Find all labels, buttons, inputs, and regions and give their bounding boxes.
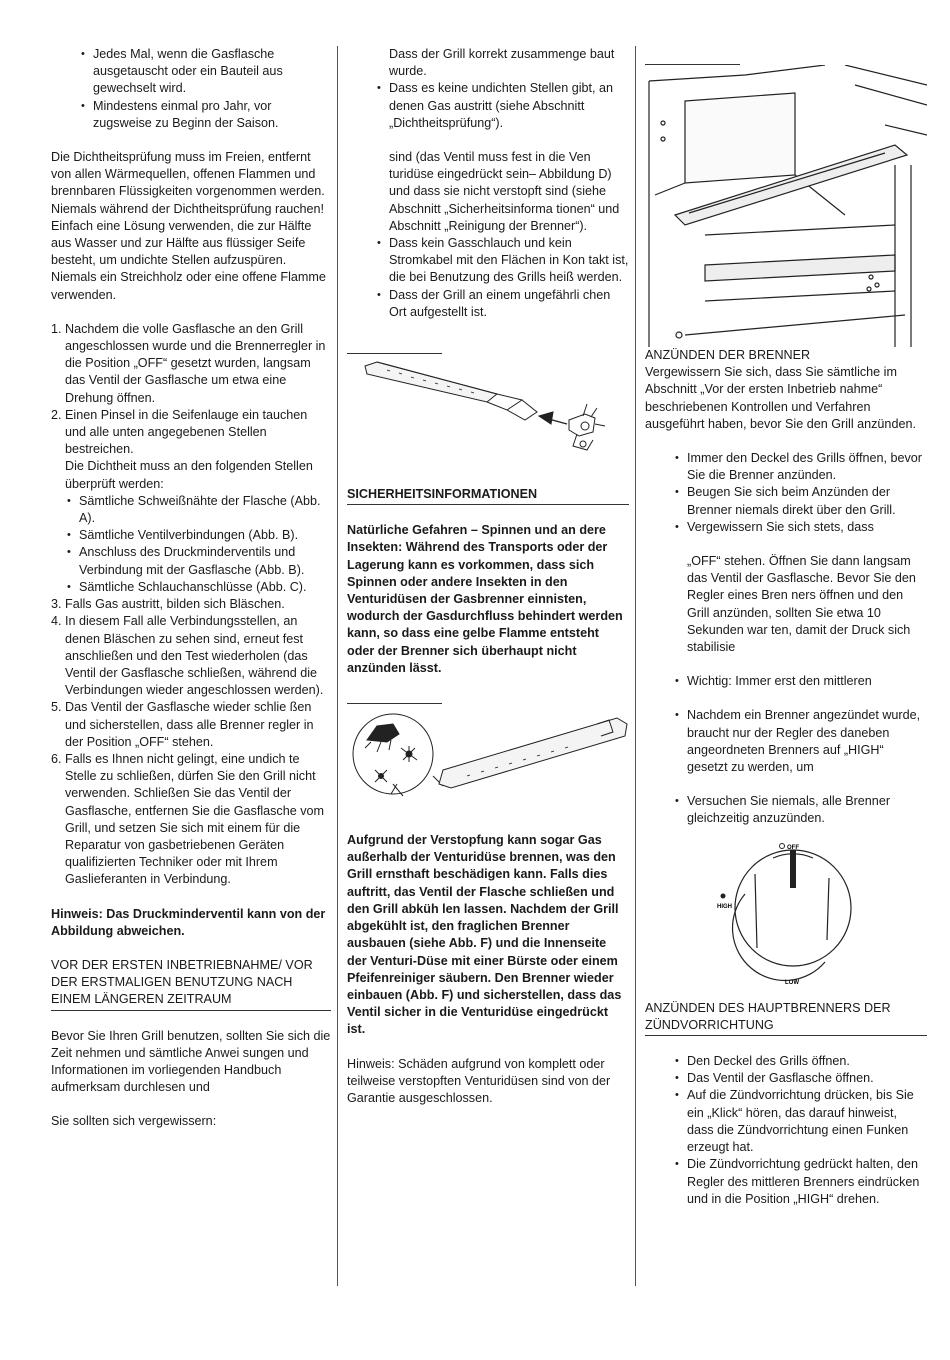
list-item: • Versuchen Sie niemals, alle Brenner gleichzeitig anzuzünden. <box>673 793 927 827</box>
insects-venturi-figure <box>347 704 629 812</box>
list-item-continued: sind (das Ventil muss fest in die Ven turidüse eingedrückt sein– Abbildung D) und dass sie nicht verstopft sind (siehe Abschnitt „Sicherheitsinforma tionen“ und Abschnitt „Reinigung der Brenner“). <box>389 150 620 233</box>
list-item-continued: „OFF“ stehen. Öffnen Sie dann langsam das Ventil der Gasflasche. Bevor Sie den Regler eines Bren ners öffnen und den Grill anzünden, sollten Sie etwa 10 Sekunden war ten, damit der Druck sich stabilisie <box>687 554 916 655</box>
column-left <box>51 46 331 1131</box>
ignite-text: Vergewissern Sie sich, dass Sie sämtliche im Abschnitt „Vor der ersten Inbetrieb nahme“ beschriebenen Kontrollen und Verfahren ausgeführt haben, bevor Sie den Grill anzünden. <box>645 365 916 431</box>
section-heading-safety: SICHERHEITSINFORMATIONEN <box>347 486 629 505</box>
list-item: • Den Deckel des Grills öffnen. <box>673 1053 927 1070</box>
column-divider-2 <box>635 46 636 1286</box>
section-heading-main-burner: ANZÜNDEN DES HAUPTBRENNERS DER ZÜNDVORRICHTUNG <box>645 1000 927 1036</box>
list-item: • Nachdem ein Brenner angezündet wurde, braucht nur der Regler des daneben angeordneten Brenners auf „HIGH“ gesetzt zu werden, um <box>673 707 927 776</box>
step-2: 2. Einen Pinsel in die Seifenlauge ein tauchen und alle unten angegebenen Stellen bestreichen. <box>51 407 308 457</box>
list-item: • Dass kein Gasschlauch und kein Stromkabel mit den Flächen in Kon takt ist, die bei Benutzung des Grills heiß werden. <box>375 235 629 287</box>
knob-label-high: HIGH <box>717 903 732 910</box>
leak-test-intro: Die Dichtheitsprüfung muss im Freien, entfernt von allen Wärmequellen, offenen Flammen und brennbaren Flüssigkeiten vorgenommen werden. Niemals während der Dichtheitsprüfung rauchen! Einfach eine Lösung verwenden, die zur Hälfte aus Wasser und zur Hälfte aus flüssiger Seife besteht, um undichte Stellen aufzuspüren. Niemals ein Streichholz oder eine offene Flamme verwenden. <box>51 150 326 302</box>
list-item: • Das Ventil der Gasflasche öffnen. <box>673 1070 927 1087</box>
step-1: 1. Nachdem die volle Gasflasche an den Grill angeschlossen wurde und die Brennerregler in die Position „OFF“ gesetzt wurden, langsam das Ventil der Gasflasche um etwa eine Drehung öffnen. <box>51 321 326 405</box>
regulator-note: Hinweis: Das Druckminderventil kann von der Abbildung abweichen. <box>51 906 326 938</box>
step-3: 3. Falls Gas austritt, bilden sich Bläschen. <box>51 597 285 612</box>
knob-label-off: OFF <box>787 844 799 851</box>
step-4: 4. In diesem Fall alle Verbindungsstellen, an denen Bläschen zu sehen sind, erneut fest anschließen und den Test wiederholen (das Ventil der Gasflasche schließen, während die Verbindungen wieder angeschlossen werden). <box>51 614 324 698</box>
list-item: • Anschluss des Druckminderventils und Verbindung mit der Gasflasche (Abb. B). <box>65 544 331 578</box>
knob-label-low: LOW <box>785 979 799 986</box>
section-heading-ignite: ANZÜNDEN DER BRENNER <box>645 348 811 362</box>
natural-hazards-text: Natürliche Gefahren – Spinnen und an dere Insekten: Während des Transports oder der Lagerung kann es vorkommen, dass sich Spinnen oder andere Insekten in den Venturidüsen der Gasbrenner einnisten, wodurch der Gasdurchfluss behindert werden kann, so dass eine gelbe Flamme entsteht oder der Brenner sich überhaupt nicht anzünden lässt. <box>347 523 623 675</box>
control-knob-figure <box>645 828 927 990</box>
list-item: • Vergewissern Sie sich stets, dass <box>673 519 927 536</box>
list-item: • Sämtliche Schlauchanschlüsse (Abb. C). <box>65 579 331 596</box>
before-use-text: Bevor Sie Ihren Grill benutzen, sollten Sie sich die Zeit nehmen und sämtliche Anwei sungen und Informationen im vorliegenden Handbuch aufmerksam durchlesen und <box>51 1028 331 1095</box>
ensure-text: Sie sollten sich vergewissern: <box>51 1114 217 1129</box>
list-item: • Dass es keine undichten Stellen gibt, an denen Gas austritt (siehe Abschnitt „Dichtheitsprüfung“). <box>375 80 629 132</box>
list-item: • Mindestens einmal pro Jahr, vor zugsweise zu Beginn der Saison. <box>79 98 331 132</box>
list-item: • Sämtliche Schweißnähte der Flasche (Abb. A). <box>65 493 331 527</box>
list-item: • Dass der Grill an einem ungefährli chen Ort aufgestellt ist. <box>375 287 629 321</box>
burner-venturi-figure <box>347 354 629 464</box>
column-right <box>645 46 927 1208</box>
grill-burner-figure <box>645 65 927 347</box>
list-item: • Beugen Sie sich beim Anzünden der Brenner niemals direkt über den Grill. <box>673 484 927 518</box>
step-2-sub: Die Dichtheit muss an den folgenden Stellen überprüft werden: <box>65 459 313 491</box>
column-middle <box>347 46 629 1107</box>
list-item: • Immer den Deckel des Grills öffnen, bevor Sie die Brenner anzünden. <box>673 450 927 484</box>
blockage-text: Aufgrund der Verstopfung kann sogar Gas außerhalb der Venturidüse brennen, was den Grill ernsthaft beschädigen kann. Falls dies auftritt, das Ventil der Flasche schließen und den Grill abküh len lassen. Nachdem der Grill abgekühlt ist, den fraglichen Brenner ausbauen (siehe Abb. F) und die Innenseite der Venturi-Düse mit einer Bürste oder einem Pfeifenreiniger säubern. Den Brenner wieder einbauen (Abb. F) und sicherstellen, dass das Ventil sicher in die Venturidüse eingedrückt ist. <box>347 833 622 1037</box>
step-5: 5. Das Ventil der Gasflasche wieder schlie ßen und sicherstellen, dass alle Brenner regler in der Position „OFF“ stehen. <box>51 700 314 749</box>
list-item: • Wichtig: Immer erst den mittleren <box>673 673 927 690</box>
step-6: 6. Falls es Ihnen nicht gelingt, eine undich te Stelle zu schließen, dürfen Sie den Grill nicht verwenden. Schließen Sie das Ventil der Gasflasche, entfernen Sie die Gasflasche vom Grill, und setzen Sie sich mit einem für die Reparatur von gasbetriebenen Geräten qualifizierten Techniker oder mit Ihrem Gaslieferanten in Verbindung. <box>51 751 325 887</box>
list-item: • Die Zündvorrichtung gedrückt halten, den Regler des mittleren Brenners eindrücken und in die Position „HIGH“ drehen. <box>673 1156 927 1208</box>
section-heading-first-use: VOR DER ERSTEN INBETRIEBNAHME/ VOR DER ERSTMALIGEN BENUTZUNG NACH EINEM LÄNGEREN ZEITRAUM <box>51 957 331 1011</box>
list-item: • Jedes Mal, wenn die Gasflasche ausgetauscht oder ein Bauteil aus gewechselt wird. <box>79 46 331 98</box>
list-item-continued: Dass der Grill korrekt zusammenge baut wurde. <box>389 47 615 79</box>
warranty-note: Hinweis: Schäden aufgrund von komplett oder teilweise verstopften Venturidüsen sind von der Garantie ausgeschlossen. <box>347 1056 611 1105</box>
list-item: • Sämtliche Ventilverbindungen (Abb. B). <box>65 527 331 544</box>
list-item: • Auf die Zündvorrichtung drücken, bis Sie ein „Klick“ hören, das darauf hinweist, dass die Zündvorrichtung einen Funken erzeugt hat. <box>673 1087 927 1156</box>
column-divider-1 <box>337 46 338 1286</box>
